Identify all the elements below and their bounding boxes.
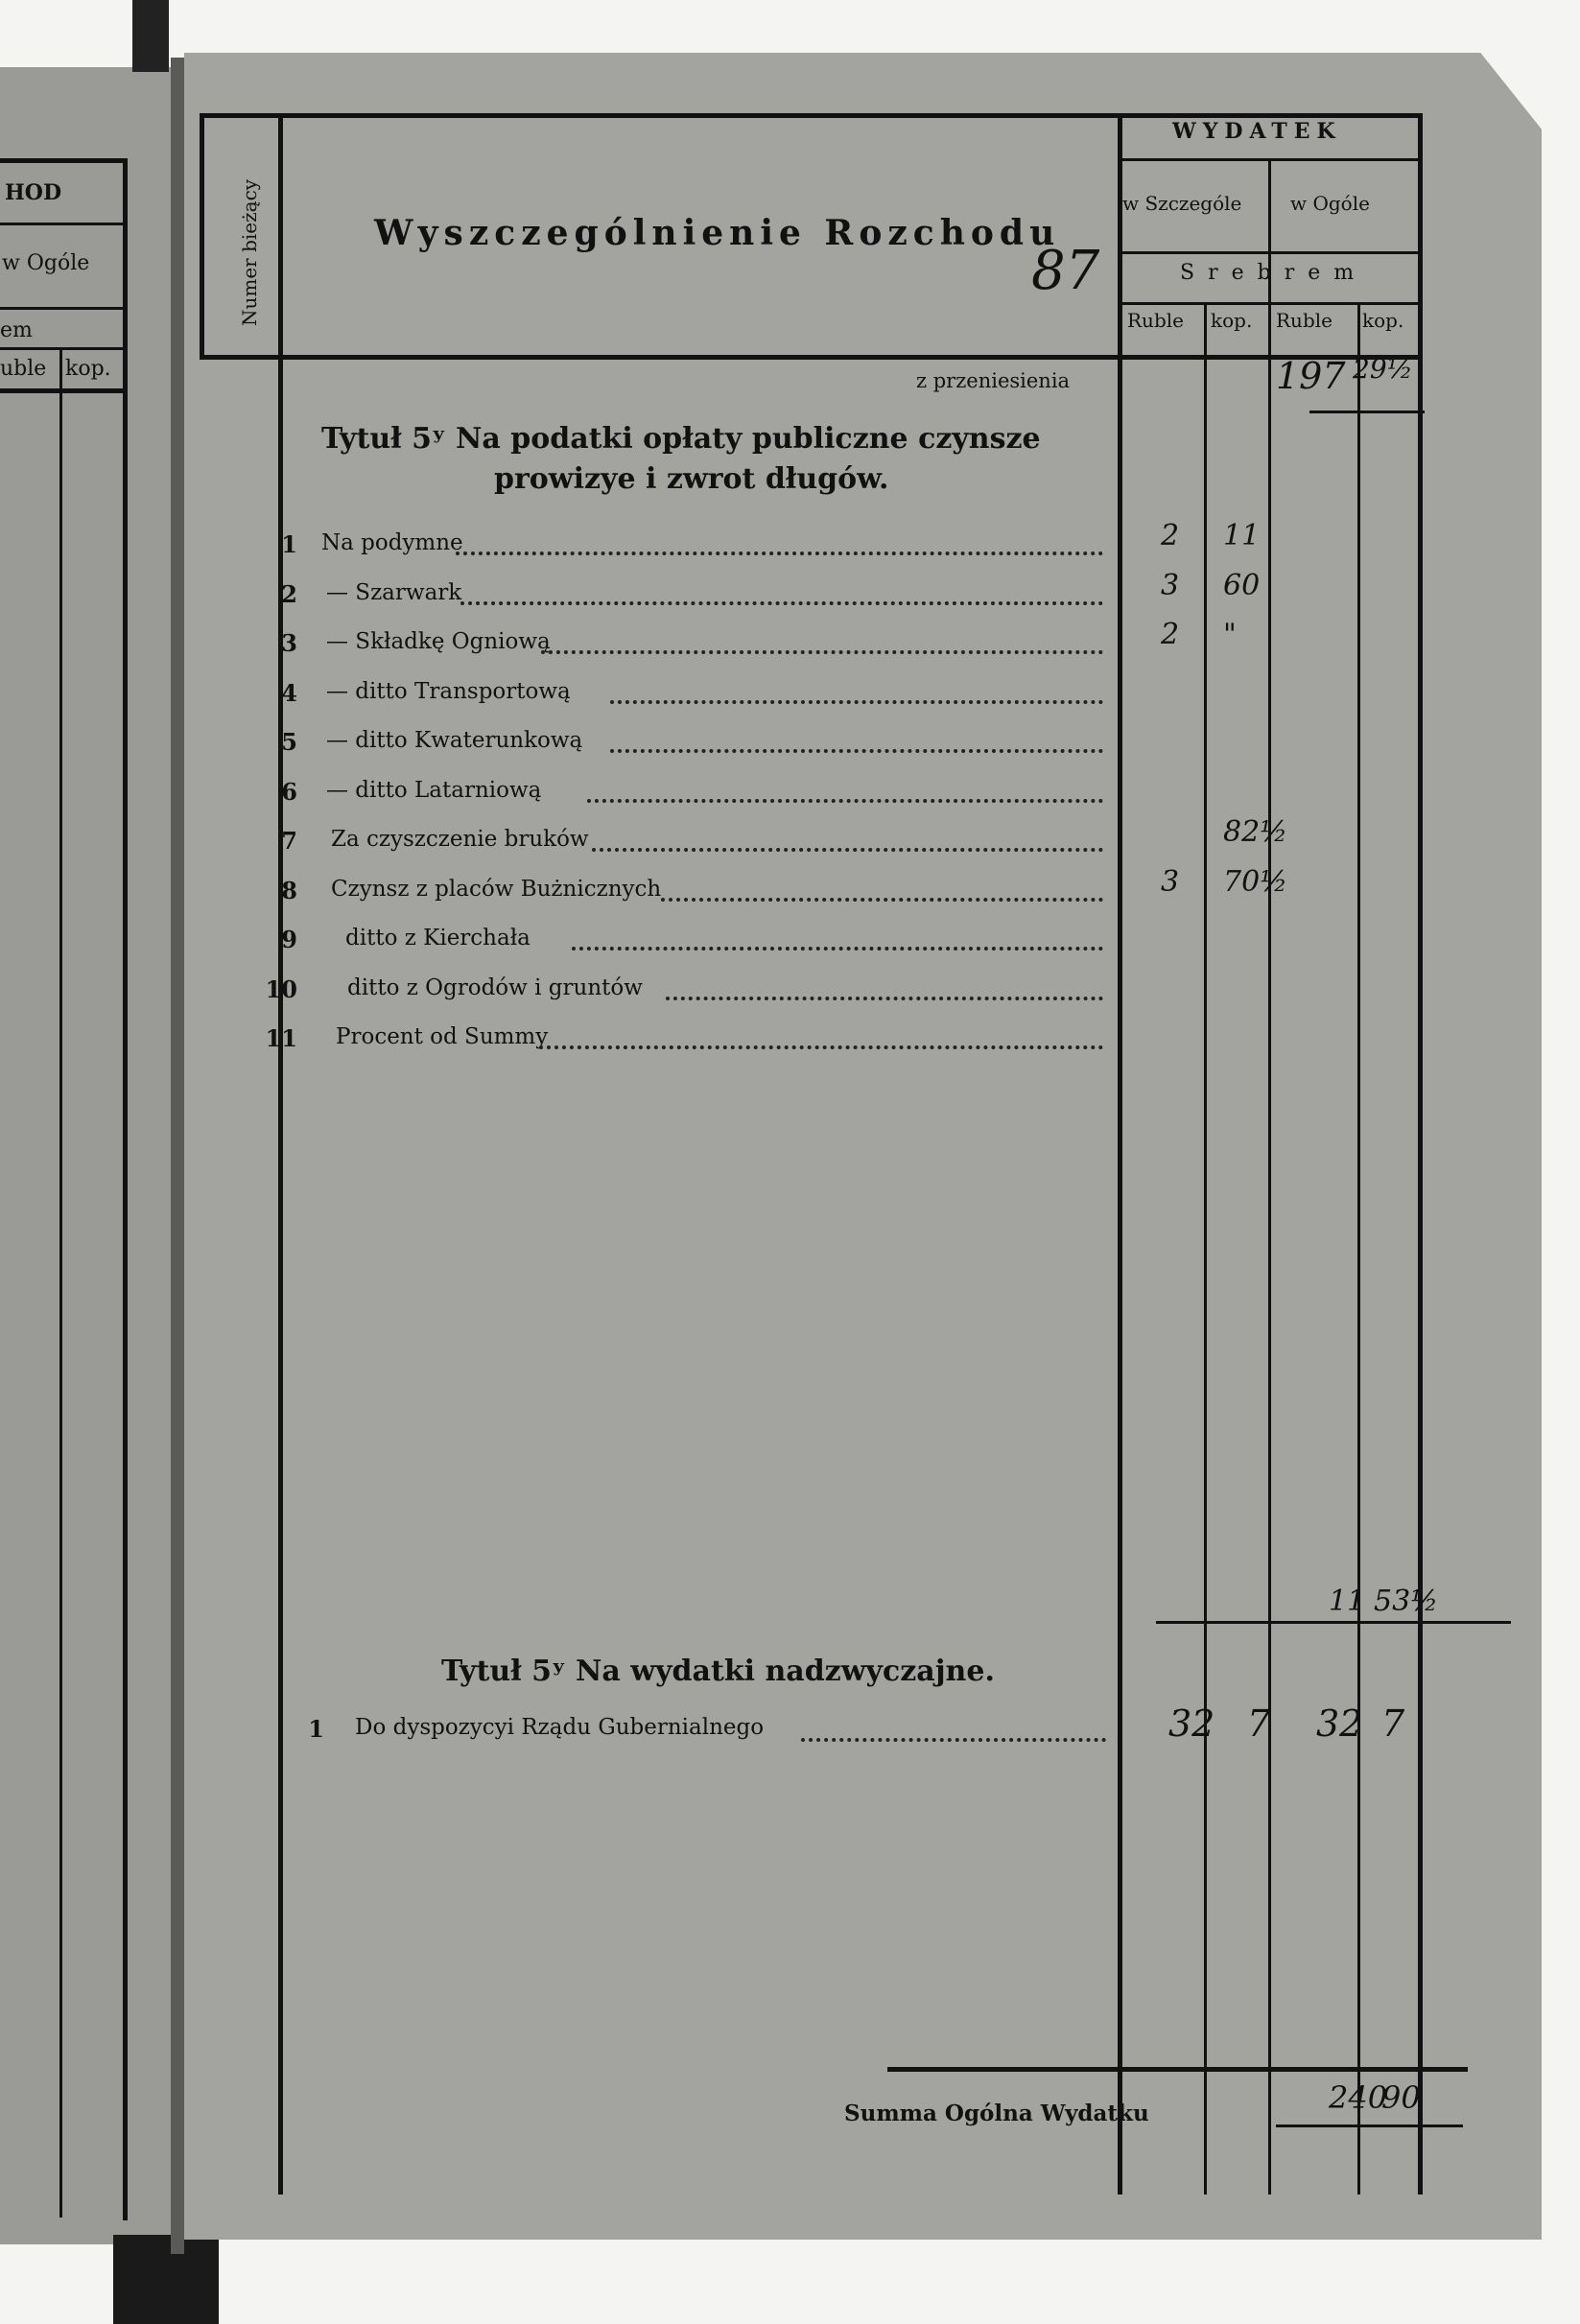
- carry-over-kop: 29½: [1353, 353, 1413, 385]
- row-number: 2: [281, 580, 297, 608]
- row-label: Za czyszczenie bruków: [331, 827, 589, 852]
- total-kop-header: kop.: [1362, 309, 1404, 332]
- left-col-label: w Ogóle: [2, 251, 90, 275]
- row-label: Procent od Summy: [336, 1024, 549, 1049]
- left-subcol-rubles: uble: [0, 357, 47, 381]
- row-rubles: 2: [1161, 618, 1180, 651]
- detail-col-header: w Szczególe: [1122, 192, 1242, 215]
- section1-title-line2: prowizye i zwrot długów.: [494, 462, 889, 496]
- row-number: 4: [281, 679, 297, 707]
- row-label: — ditto Latarniową: [326, 778, 542, 803]
- row-number: 7: [281, 827, 297, 855]
- page-fold: [171, 58, 184, 2254]
- currency-header-line: [1118, 251, 1418, 254]
- table-top-line: [200, 113, 1423, 118]
- grand-total-label: Summa Ogólna Wydatku: [844, 2101, 1149, 2126]
- expense-header-line: [1118, 158, 1418, 161]
- total-col-header: w Ogóle: [1290, 192, 1370, 215]
- number-col-line: [278, 113, 283, 2195]
- row-dot-leader: [539, 1045, 1103, 1049]
- left-subcol-kop: kop.: [65, 357, 111, 381]
- description-col-line: [1118, 113, 1122, 2195]
- section2-row-rubles: 32: [1168, 1702, 1215, 1745]
- left-header-bottom: [0, 388, 125, 393]
- left-table-edge: [123, 158, 128, 2220]
- row-number: 5: [281, 728, 297, 756]
- left-col-line: [59, 347, 62, 2218]
- row-dot-leader: [572, 947, 1103, 951]
- grand-total-rubles: 240: [1329, 2079, 1388, 2116]
- left-page-fragment: [0, 67, 177, 2244]
- left-currency-fragment: em: [0, 318, 33, 342]
- row-label: ditto z Kierchała: [345, 926, 531, 951]
- row-kop: 82½: [1223, 815, 1288, 849]
- row-label: — Szarwark: [326, 580, 462, 605]
- row-kop: ": [1223, 618, 1237, 651]
- footer-top-line: [887, 2067, 1468, 2072]
- row-number: 1: [281, 530, 297, 558]
- row-rubles: 3: [1161, 865, 1180, 899]
- left-table-top-line: [0, 158, 125, 163]
- row-label: Na podymne: [321, 530, 463, 555]
- row-dot-leader: [592, 848, 1103, 852]
- carry-over-underline: [1309, 411, 1425, 413]
- row-kop: 11: [1223, 519, 1261, 552]
- subcol-header-line: [1118, 302, 1418, 305]
- number-col-header: Numer bieżący: [238, 178, 261, 326]
- section2-row-number: 1: [308, 1715, 324, 1743]
- row-number: 8: [281, 877, 297, 904]
- total-kop-line: [1357, 305, 1360, 2195]
- book-spine: [132, 0, 169, 72]
- table-left-edge: [200, 113, 204, 358]
- row-label: — Składkę Ogniową: [326, 629, 551, 654]
- row-number: 6: [281, 778, 297, 806]
- currency-header: Srebrem: [1180, 261, 1368, 285]
- section2-row-dots: [801, 1738, 1106, 1742]
- row-dot-leader: [460, 601, 1103, 605]
- detail-kop-line: [1204, 305, 1207, 2195]
- row-label: ditto z Ogrodów i gruntów: [347, 975, 643, 1000]
- row-number: 9: [281, 926, 297, 953]
- row-dot-leader: [610, 749, 1103, 753]
- page-title: Wyszczególnienie Rozchodu: [374, 213, 1061, 253]
- detail-kop-header: kop.: [1211, 309, 1253, 332]
- row-number: 11: [265, 1024, 297, 1052]
- table-right-edge: [1418, 113, 1423, 2195]
- section2-title: Tytuł 5ʸ Na wydatki nadzwyczajne.: [441, 1655, 995, 1688]
- section1-title-line1: Tytuł 5ʸ Na podatki opłaty publiczne czynsze: [321, 422, 1041, 456]
- book-spine-bottom: [113, 2235, 219, 2324]
- section2-row-total-rubles: 32: [1316, 1702, 1363, 1745]
- grand-total-kop: 90: [1381, 2079, 1421, 2116]
- left-divider: [0, 223, 125, 225]
- section1-subtotal-rubles: 11: [1329, 1585, 1366, 1618]
- expense-group-header: WYDATEK: [1172, 119, 1342, 144]
- carry-over-label: z przeniesienia: [916, 369, 1071, 392]
- handwritten-page-number: 87: [1031, 240, 1100, 302]
- row-kop: 60: [1223, 569, 1261, 602]
- carry-over-rubles: 197: [1276, 355, 1346, 397]
- section2-row-kop: 7: [1247, 1702, 1271, 1745]
- row-label: Czynsz z placów Bużnicznych: [331, 877, 662, 902]
- detail-total-divider: [1268, 161, 1271, 2195]
- section1-subtotal-kop: 53½: [1374, 1585, 1439, 1618]
- total-rubles-header: Ruble: [1276, 309, 1332, 332]
- row-dot-leader: [661, 898, 1103, 902]
- row-kop: 70½: [1223, 865, 1288, 899]
- grand-total-underline: [1276, 2124, 1463, 2127]
- section1-subtotal-line: [1156, 1621, 1511, 1624]
- row-number: 3: [281, 629, 297, 657]
- left-divider-3: [0, 347, 125, 350]
- left-divider-2: [0, 307, 125, 310]
- row-rubles: 3: [1161, 569, 1180, 602]
- section2-row-label: Do dyspozycyi Rządu Gubernialnego: [355, 1715, 765, 1740]
- left-header-fragment: HOD: [5, 180, 62, 205]
- row-dot-leader: [610, 700, 1103, 704]
- detail-rubles-header: Ruble: [1127, 309, 1184, 332]
- row-number: 10: [265, 975, 297, 1003]
- row-dot-leader: [587, 799, 1103, 803]
- header-bottom-line: [200, 355, 1423, 360]
- row-label: — ditto Kwaterunkową: [326, 728, 583, 753]
- row-dot-leader: [666, 997, 1103, 1000]
- row-dot-leader: [456, 552, 1103, 555]
- row-label: — ditto Transportową: [326, 679, 571, 704]
- row-rubles: 2: [1161, 519, 1180, 552]
- row-dot-leader: [541, 650, 1103, 654]
- section2-row-total-kop: 7: [1381, 1702, 1405, 1745]
